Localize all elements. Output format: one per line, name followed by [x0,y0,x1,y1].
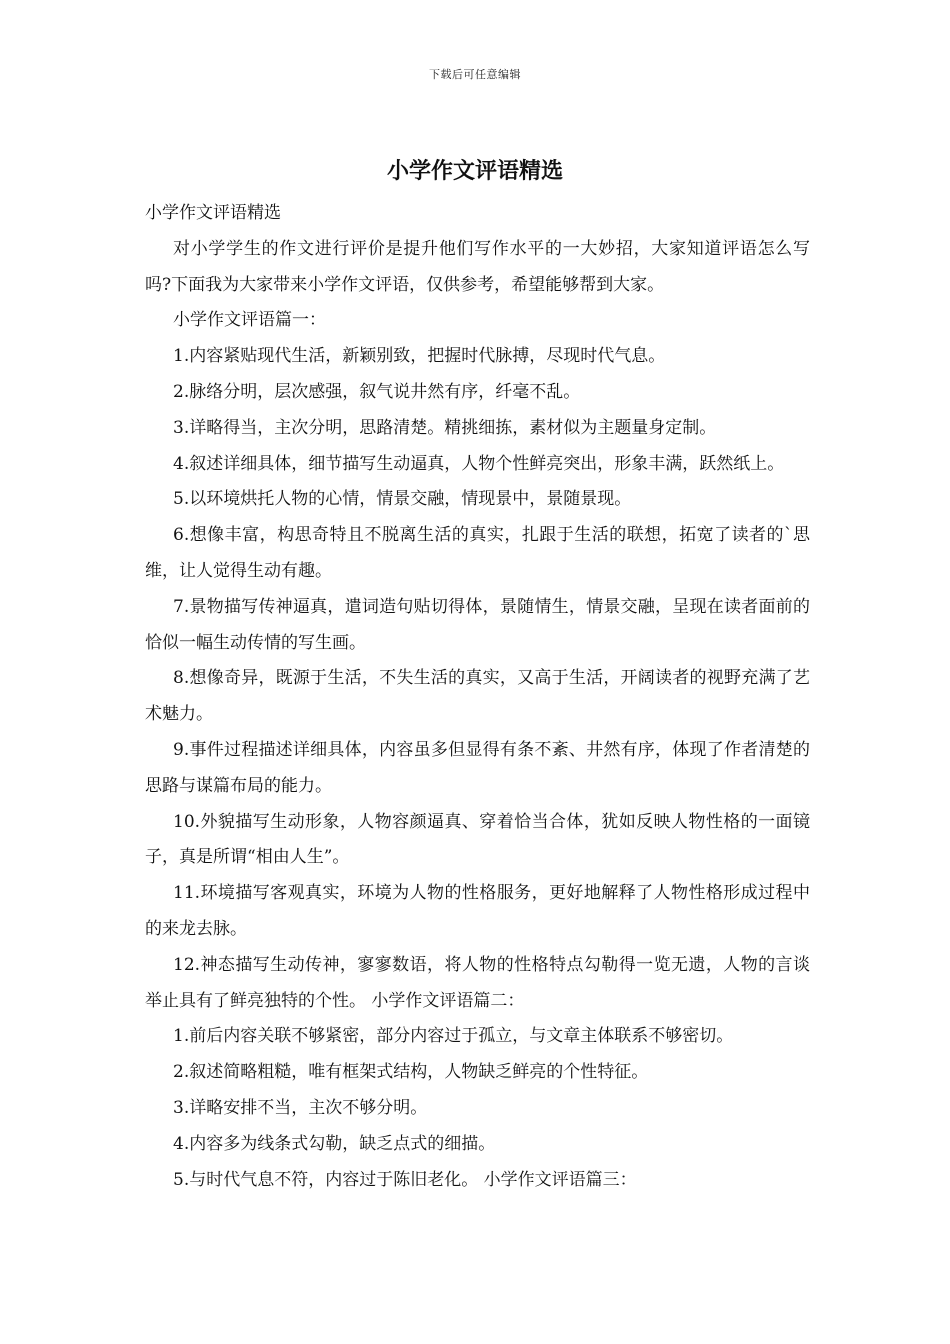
list-item: 12.神态描写生动传神，寥寥数语，将人物的性格特点勾勒得一览无遗，人物的言谈举止具有了鲜亮独特的个性。 小学作文评语篇二： [145,954,810,1011]
list-item: 6.想像丰富，构思奇特且不脱离生活的真实，扎跟于生活的联想，拓宽了读者的`思维，让人觉得生动有趣。 [145,525,810,581]
paragraph: 小学作文评语精选 [145,203,281,223]
page-header: 下载后可任意编辑 [429,68,521,81]
list-item: 5.以环境烘托人物的心情，情景交融，情现景中，景随景现。 [173,489,632,510]
list-item: 1.内容紧贴现代生活，新颖别致，把握时代脉搏，尽现时代气息。 [173,346,666,367]
list-item: 9.事件过程描述详细具体，内容虽多但显得有条不紊、井然有序，体现了作者清楚的思路与谋篇布局的能力。 [145,739,810,796]
list-item: 4.叙述详细具体，细节描写生动逼真，人物个性鲜亮突出，形象丰满，跃然纸上。 [173,453,785,474]
list-item: 3.详略安排不当，主次不够分明。 [173,1097,428,1118]
list-item: 2.叙述简略粗糙，唯有框架式结构，人物缺乏鲜亮的个性特征。 [173,1062,649,1083]
document-title: 小学作文评语精选 [386,158,563,184]
paragraph: 对小学学生的作文进行评价是提升他们写作水平的一大妙招，大家知道评语怎么写吗?下面我为大家带来小学作文评语，仅供参考，希望能够帮到大家。 [145,238,810,295]
list-item: 5.与时代气息不符，内容过于陈旧老化。 小学作文评语篇三： [173,1169,637,1190]
list-item: 11.环境描写客观真实，环境为人物的性格服务，更好地解释了人物性格形成过程中的来龙去脉。 [145,883,810,939]
list-item: 10.外貌描写生动形象，人物容颜逼真、穿着恰当合体，犹如反映人物性格的一面镜子，真是所谓“相由人生”。 [145,811,810,868]
list-item: 7.景物描写传神逼真，遣词造句贴切得体，景随情生，情景交融，呈现在读者面前的恰似一幅生动传情的写生画。 [145,596,810,653]
list-item: 2.脉络分明，层次感强，叙气说井然有序，纤毫不乱。 [173,381,581,402]
list-item: 4.内容多为线条式勾勒，缺乏点式的细描。 [173,1133,496,1154]
document-body [145,196,810,1198]
list-item: 3.详略得当，主次分明，思路清楚。精挑细拣，素材似为主题量身定制。 [173,417,717,438]
list-item: 1.前后内容关联不够紧密，部分内容过于孤立，与文章主体联系不够密切。 [173,1026,734,1047]
section-heading: 小学作文评语篇一： [173,310,326,331]
list-item: 8.想像奇异，既源于生活，不失生活的真实，又高于生活，开阔读者的视野充满了艺术魅力。 [145,668,810,725]
